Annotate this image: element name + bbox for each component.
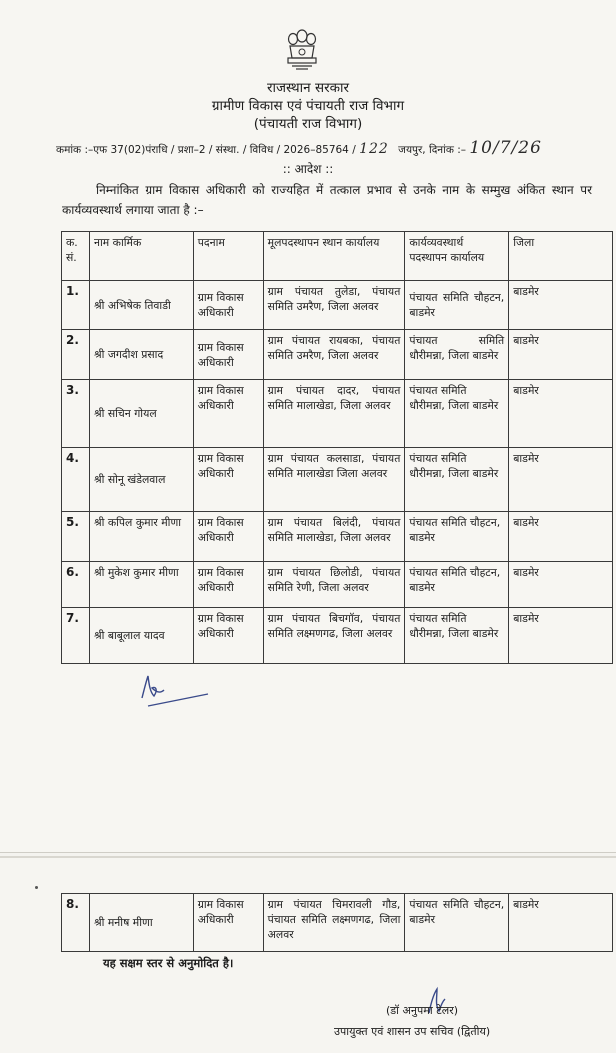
row-post: ग्राम विकास अधिकारी	[193, 512, 263, 562]
row-original-posting: ग्राम पंचायत बिचगॉव, पंचायत समिति लक्ष्मणगढ, जिला अलवर	[263, 608, 405, 664]
row-new-posting: पंचायत समिति चौहटन, बाडमेर	[405, 281, 509, 330]
row-post: ग्राम विकास अधिकारी	[193, 894, 263, 952]
header-district: जिला	[509, 232, 613, 281]
row-name: श्री सचिन गोयल	[89, 380, 193, 448]
row-post: ग्राम विकास अधिकारी	[193, 281, 263, 330]
row-district: बाडमेर	[509, 281, 613, 330]
row-new-posting: पंचायत समिति धौरीमन्ना, जिला बाडमेर	[405, 380, 509, 448]
row-district: बाडमेर	[509, 448, 613, 512]
signatory-designation: उपायुक्त एवं शासन उप सचिव (द्वितीय)	[334, 1025, 491, 1038]
row-name: श्री बाबूलाल यादव	[89, 608, 193, 664]
row-post: ग्राम विकास अधिकारी	[193, 380, 263, 448]
table-row	[62, 330, 613, 380]
document-page-2	[0, 856, 616, 1053]
row-new-posting: पंचायत समिति चौहटन, बाडमेर	[405, 562, 509, 608]
order-title: :: आदेश ::	[282, 162, 334, 176]
row-new-posting: पंचायत समिति चौहटन, बाडमेर	[405, 512, 509, 562]
row-new-posting: पंचायत समिति धौरीमन्ना, जिला बाडमेर	[405, 330, 509, 380]
handwritten-reference-suffix: 122	[359, 141, 389, 157]
government-name: राजस्थान सरकार	[267, 80, 349, 96]
row-original-posting: ग्राम पंचायत चिमरावली गौड, पंचायत समिति लक्ष्मणगढ, जिला अलवर	[263, 894, 405, 952]
row-district: बाडमेर	[509, 330, 613, 380]
reference-number: कमांक :–एफ 37(02)पंराधि / प्रशा–2 / संस्था. / विविध / 2026–85764 /	[56, 144, 360, 156]
row-post: ग्राम विकास अधिकारी	[193, 562, 263, 608]
table-row	[62, 448, 613, 512]
row-district: बाडमेर	[509, 894, 613, 952]
table-row	[62, 281, 613, 330]
row-name: श्री सोनू खंडेलवाल	[89, 448, 193, 512]
row-post: ग्राम विकास अधिकारी	[193, 608, 263, 664]
header-name: नाम कार्मिक	[89, 232, 193, 281]
row-name: श्री अभिषेक तिवाडी	[89, 281, 193, 330]
scan-speck	[35, 886, 38, 889]
signatory-name: (डॉ अनुपमा टेलर)	[386, 1004, 458, 1017]
row-serial: 8.	[62, 894, 90, 952]
header-new-posting: कार्यव्यवस्थार्थ पदस्थापन कार्यालय	[405, 232, 509, 281]
row-new-posting: पंचायत समिति धौरीमन्ना, जिला बाडमेर	[405, 448, 509, 512]
state-emblem-icon	[282, 26, 322, 72]
row-original-posting: ग्राम पंचायत दादर, पंचायत समिति मालाखेडा, जिला अलवर	[263, 380, 405, 448]
row-original-posting: ग्राम पंचायत तुलेडा, पंचायत समिति उमरैण, जिला अलवर	[263, 281, 405, 330]
row-district: बाडमेर	[509, 512, 613, 562]
row-name: श्री कपिल कुमार मीणा	[89, 512, 193, 562]
handwritten-date: 10/7/26	[469, 138, 542, 158]
row-district: बाडमेर	[509, 562, 613, 608]
row-original-posting: ग्राम पंचायत कलसाडा, पंचायत समिति मालाखेडा जिला अलवर	[263, 448, 405, 512]
row-name: श्री मनीष मीणा	[89, 894, 193, 952]
order-intro	[62, 180, 592, 220]
row-serial: 7.	[62, 608, 90, 664]
row-district: बाडमेर	[509, 608, 613, 664]
initials-signature-icon	[128, 668, 218, 708]
sub-department-name: (पंचायती राज विभाग)	[253, 116, 363, 132]
transfer-table-continued	[61, 893, 613, 952]
row-original-posting: ग्राम पंचायत छिलोडी, पंचायत समिति रेणी, जिला अलवर	[263, 562, 405, 608]
row-post: ग्राम विकास अधिकारी	[193, 448, 263, 512]
row-serial: 4.	[62, 448, 90, 512]
table-row	[62, 512, 613, 562]
order-intro-text: निम्नांकित ग्राम विकास अधिकारी को राज्यहित में तत्काल प्रभाव से उनके नाम के सम्मुख अंकित स्थान पर कार्यव्यवस्थार्थ लगाया जाता है :–	[62, 183, 592, 217]
approval-note: यह सक्षम स्तर से अनुमोदित है।	[103, 956, 234, 970]
table-header-row	[62, 232, 613, 281]
row-serial: 6.	[62, 562, 90, 608]
row-original-posting: ग्राम पंचायत बिलंदी, पंचायत समिति मालाखेडा, जिला अलवर	[263, 512, 405, 562]
transfer-table	[61, 231, 613, 664]
row-serial: 1.	[62, 281, 90, 330]
reference-line	[56, 138, 612, 158]
row-post: ग्राम विकास अधिकारी	[193, 330, 263, 380]
table-row	[62, 894, 613, 952]
row-district: बाडमेर	[509, 380, 613, 448]
row-serial: 2.	[62, 330, 90, 380]
header-post: पदनाम	[193, 232, 263, 281]
department-name: ग्रामीण विकास एवं पंचायती राज विभाग	[211, 98, 405, 114]
row-serial: 3.	[62, 380, 90, 448]
header-serial: क. सं.	[62, 232, 90, 281]
table-row	[62, 380, 613, 448]
table-row	[62, 608, 613, 664]
row-new-posting: पंचायत समिति धौरीमन्ना, जिला बाडमेर	[405, 608, 509, 664]
table-row	[62, 562, 613, 608]
row-name: श्री मुकेश कुमार मीणा	[89, 562, 193, 608]
header-original-posting: मूलपदस्थापन स्थान कार्यालय	[263, 232, 405, 281]
row-name: श्री जगदीश प्रसाद	[89, 330, 193, 380]
row-original-posting: ग्राम पंचायत रायबका, पंचायत समिति उमरैण, जिला अलवर	[263, 330, 405, 380]
place-date-label: जयपुर, दिनांक :–	[398, 144, 467, 156]
row-new-posting: पंचायत समिति चौहटन, बाडमेर	[405, 894, 509, 952]
row-serial: 5.	[62, 512, 90, 562]
